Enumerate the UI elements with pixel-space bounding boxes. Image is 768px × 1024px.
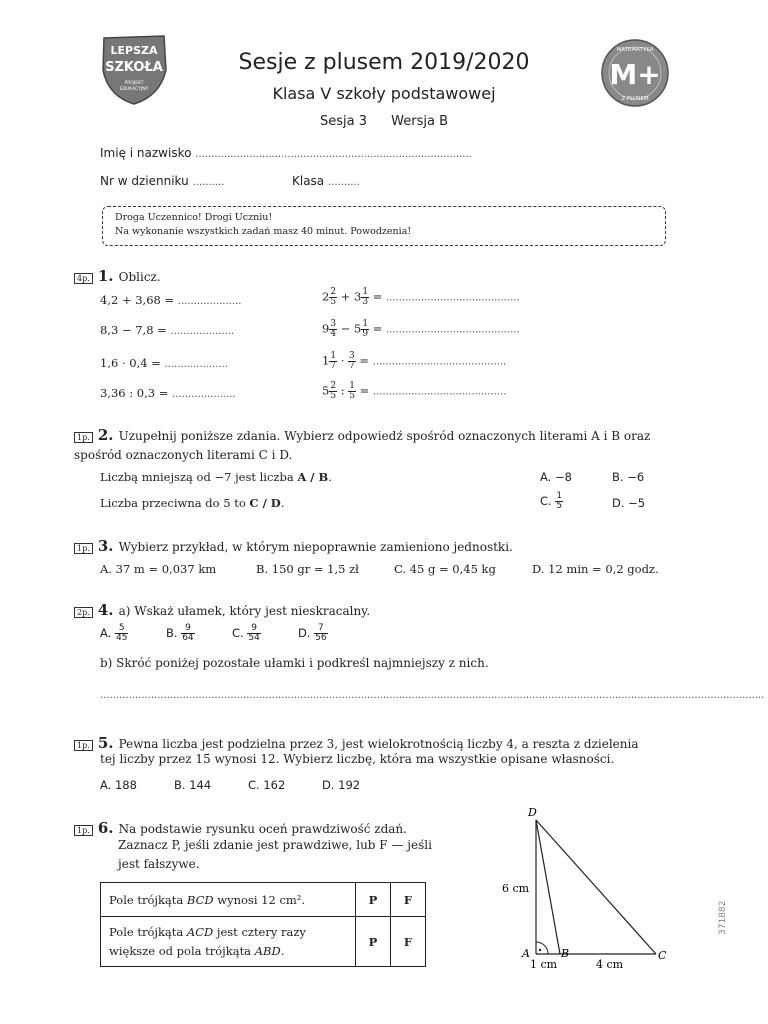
svg-text:LEPSZA: LEPSZA bbox=[110, 44, 158, 57]
q1-right-3: 1 $\frac{1}{7}$ · $\frac{3}{7}$ = .......................................... bbox=[322, 351, 507, 371]
q6-statement-1: Pole trójkąta BCD wynosi 12 cm². bbox=[101, 883, 356, 917]
svg-text:M+: M+ bbox=[609, 58, 661, 91]
q2-choice-ab: A / B bbox=[297, 470, 329, 484]
q2-option-b[interactable]: B. −6 bbox=[612, 470, 645, 484]
q2-text: Uzupełnij poniższe zdania. Wybierz odpowiedź spośród oznaczonych literami A i B oraz spośród oznaczonych literami C i D. bbox=[74, 429, 651, 462]
notice-line-1: Droga Uczennico! Drogi Uczniu! bbox=[115, 212, 273, 223]
q6-line-1: Na podstawie rysunku oceń prawdziwość zdań. bbox=[118, 822, 407, 836]
q5-number: 5. bbox=[97, 734, 114, 752]
page-subtitle: Klasa V szkoły podstawowej bbox=[272, 84, 496, 103]
vertex-d: D bbox=[528, 806, 537, 819]
svg-text:EDUKACYJNY: EDUKACYJNY bbox=[119, 87, 149, 92]
class-label: Klasa bbox=[292, 174, 325, 188]
q6-row-2-p[interactable]: P bbox=[356, 917, 391, 967]
q1-text: Oblicz. bbox=[118, 270, 161, 284]
q3-text: Wybierz przykład, w którym niepoprawnie zamieniono jednostki. bbox=[118, 540, 513, 554]
svg-text:PROJEKT: PROJEKT bbox=[124, 81, 144, 86]
vertex-c: C bbox=[658, 949, 667, 962]
q5-points: 1p. bbox=[74, 740, 93, 751]
document-code: 371882 bbox=[718, 900, 728, 935]
vertex-a: A bbox=[522, 947, 530, 960]
label-bc: 4 cm bbox=[596, 958, 624, 971]
q2-sentence-1: Liczbą mniejszą od −7 jest liczba A / B. bbox=[100, 470, 332, 484]
q2-option-d[interactable]: D. −5 bbox=[612, 496, 646, 510]
q4-header bbox=[74, 600, 370, 619]
q3-points: 1p. bbox=[74, 543, 93, 554]
q4-option-a[interactable]: A. $\frac{5}{45}$ bbox=[100, 623, 128, 643]
class-field[interactable] bbox=[292, 174, 360, 188]
q3-option-a[interactable]: A. 37 m = 0,037 km bbox=[100, 562, 217, 576]
journal-label: Nr w dzienniku bbox=[100, 174, 189, 188]
q4-answer-line[interactable]: ................................................................................................................................................................................................................. bbox=[100, 690, 765, 701]
q5-header bbox=[74, 733, 639, 752]
q6-line-3: jest fałszywe. bbox=[118, 857, 200, 871]
q5-option-b[interactable]: B. 144 bbox=[174, 778, 212, 792]
q2-header bbox=[74, 426, 670, 464]
q4-option-c[interactable]: C. $\frac{9}{54}$ bbox=[232, 623, 260, 643]
q2-option-a[interactable]: A. −8 bbox=[540, 470, 572, 484]
vertex-b: B bbox=[561, 947, 570, 960]
q2-sentence-2: Liczba przeciwna do 5 to C / D. bbox=[100, 496, 285, 510]
q5-option-d[interactable]: D. 192 bbox=[322, 778, 361, 792]
q1-left-3: 1,6 · 0,4 = .................... bbox=[100, 356, 229, 370]
session-number: Sesja 3 bbox=[320, 114, 368, 129]
label-ab: 1 cm bbox=[530, 958, 558, 971]
name-dots: ....................................................................................... bbox=[195, 149, 472, 160]
q1-left-4: 3,36 : 0,3 = .................... bbox=[100, 386, 236, 400]
q6-row-2 bbox=[101, 917, 426, 967]
version: Wersja B bbox=[391, 114, 448, 129]
q3-option-d[interactable]: D. 12 min = 0,2 godz. bbox=[532, 562, 659, 576]
page-title: Sesje z plusem 2019/2020 bbox=[238, 50, 530, 75]
q3-option-b[interactable]: B. 150 gr = 1,5 zł bbox=[256, 562, 359, 576]
q6-row-1-f[interactable]: F bbox=[391, 883, 426, 917]
q6-truth-table bbox=[100, 882, 426, 967]
q2-choice-cd: C / D bbox=[249, 496, 281, 510]
q1-left-1: 4,2 + 3,68 = .................... bbox=[100, 293, 242, 307]
q6-statement-2: Pole trójkąta ACD jest cztery razy większe od pola trójkąta ABD. bbox=[101, 917, 356, 967]
q5-line-2: tej liczby przez 15 wynosi 12. Wybierz liczbę, która ma wszystkie opisane własności. bbox=[100, 752, 615, 766]
class-dots: .......... bbox=[328, 177, 360, 188]
side-dc bbox=[536, 820, 656, 954]
q3-header bbox=[74, 536, 513, 555]
svg-text:MATEMATYKA: MATEMATYKA bbox=[616, 47, 654, 53]
q4-option-d[interactable]: D. $\frac{7}{56}$ bbox=[298, 623, 327, 643]
q4-text-b: b) Skróć poniżej pozostałe ułamki i podkreśl najmniejszy z nich. bbox=[100, 656, 489, 670]
q2-option-c[interactable]: C. $\frac{1}{5}$ bbox=[540, 491, 563, 511]
session-info bbox=[0, 114, 768, 129]
q3-option-c[interactable]: C. 45 g = 0,45 kg bbox=[394, 562, 496, 576]
q1-points: 4p. bbox=[74, 273, 93, 284]
q1-left-2: 8,3 − 7,8 = .................... bbox=[100, 323, 235, 337]
q1-right-2: 9 $\frac{3}{4}$ − 5 $\frac{1}{9}$ = .......................................... bbox=[322, 319, 520, 339]
q1-header bbox=[74, 266, 161, 285]
right-angle-mark bbox=[536, 942, 548, 954]
label-height: 6 cm bbox=[502, 882, 530, 895]
name-field[interactable] bbox=[100, 146, 472, 160]
side-db bbox=[536, 820, 560, 954]
q4-text-a: a) Wskaż ułamek, który jest nieskracalny. bbox=[118, 604, 371, 618]
q3-number: 3. bbox=[97, 537, 114, 555]
q5-option-a[interactable]: A. 188 bbox=[100, 778, 137, 792]
q6-line-2: Zaznacz P, jeśli zdanie jest prawdziwe, lub F — jeśli bbox=[118, 838, 432, 852]
q1-number: 1. bbox=[97, 267, 114, 285]
q6-header bbox=[74, 818, 407, 837]
q6-row-2-f[interactable]: F bbox=[391, 917, 426, 967]
q2-points: 1p. bbox=[74, 432, 93, 443]
svg-text:SZKOŁA: SZKOŁA bbox=[105, 60, 163, 75]
triangle-figure bbox=[490, 800, 680, 980]
name-label: Imię i nazwisko bbox=[100, 146, 192, 160]
q5-option-c[interactable]: C. 162 bbox=[248, 778, 286, 792]
svg-text:Z PLUSEM: Z PLUSEM bbox=[621, 96, 649, 102]
q1-right-1: 2 $\frac{2}{5}$ + 3 $\frac{1}{3}$ = .......................................... bbox=[322, 287, 520, 307]
notice-line-2: Na wykonanie wszystkich zadań masz 40 minut. Powodzenia! bbox=[115, 226, 412, 237]
notice-box bbox=[102, 206, 666, 246]
q6-points: 1p. bbox=[74, 825, 93, 836]
q4-option-b[interactable]: B. $\frac{9}{64}$ bbox=[166, 623, 194, 643]
journal-field[interactable] bbox=[100, 174, 224, 188]
q2-number: 2. bbox=[97, 426, 114, 444]
q6-number: 6. bbox=[97, 819, 114, 837]
q6-row-1-p[interactable]: P bbox=[356, 883, 391, 917]
q6-row-1 bbox=[101, 883, 426, 917]
q1-right-4: 5 $\frac{2}{5}$ : $\frac{1}{5}$ = .......................................... bbox=[322, 381, 507, 401]
q4-points: 2p. bbox=[74, 607, 93, 618]
q5-line-1: Pewna liczba jest podzielna przez 3, jest wielokrotnością liczby 4, a reszta z dzielenia bbox=[118, 737, 639, 751]
journal-dots: .......... bbox=[192, 177, 225, 188]
q4-number: 4. bbox=[97, 601, 114, 619]
